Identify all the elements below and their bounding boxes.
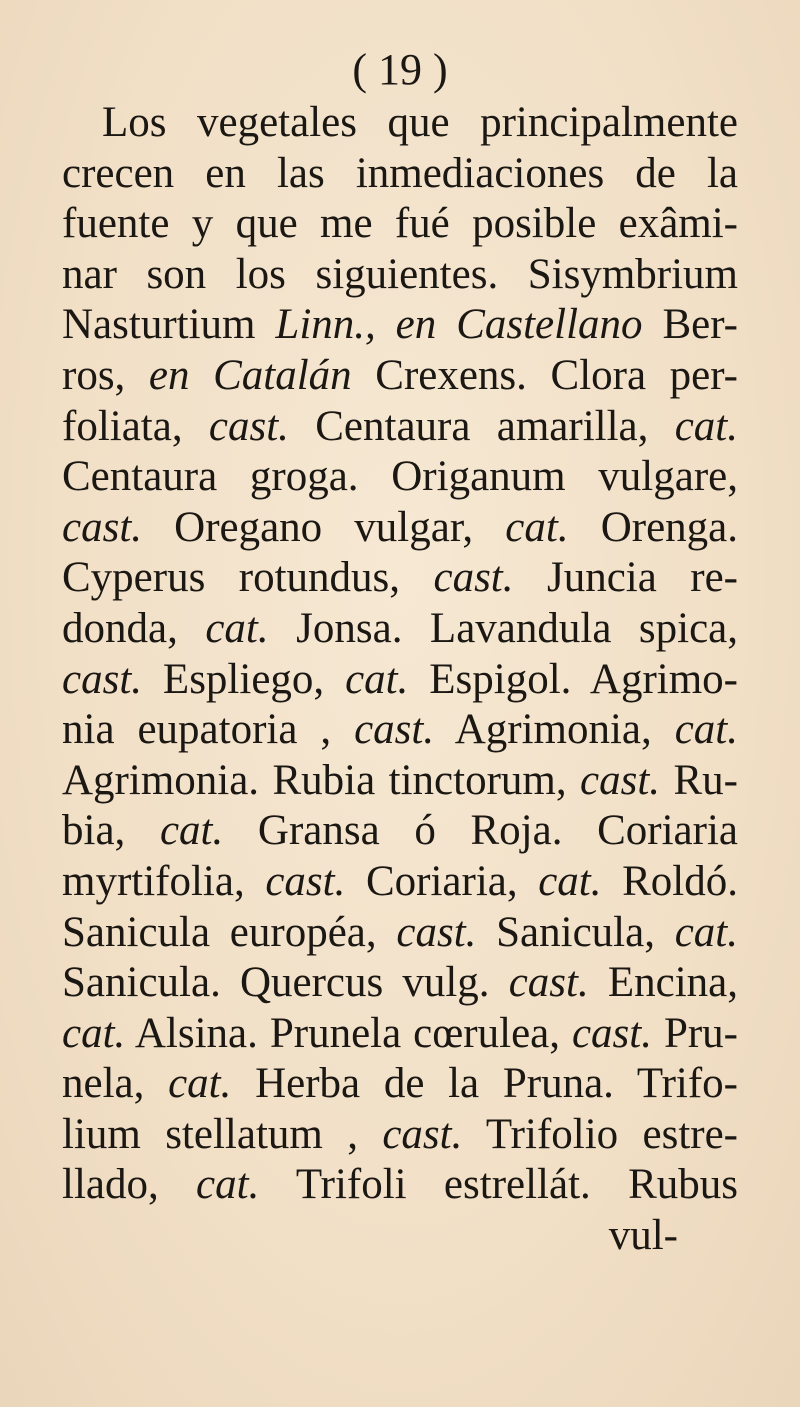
text-segment: Cyperus rotundus, bbox=[62, 554, 434, 602]
italic-text: cat. bbox=[674, 402, 738, 450]
italic-text: cat. bbox=[538, 857, 602, 905]
text-line bbox=[62, 452, 738, 503]
text-line bbox=[62, 553, 738, 604]
italic-text: cast. bbox=[62, 655, 143, 703]
text-line bbox=[62, 402, 738, 453]
italic-text: cat. bbox=[505, 503, 569, 551]
text-segment: Espigol. Agrimo- bbox=[408, 655, 739, 703]
text-segment: Trifolio estre- bbox=[462, 1110, 739, 1158]
text-segment: Juncia re- bbox=[513, 554, 738, 602]
text-segment: Trifoli estrellát. Rubus bbox=[259, 1161, 738, 1209]
italic-text: cast. bbox=[433, 554, 514, 602]
text-line bbox=[62, 604, 738, 655]
text-segment: crecen en las inmediaciones de la bbox=[62, 149, 738, 197]
text-line bbox=[62, 806, 738, 857]
text-line bbox=[62, 1211, 738, 1262]
italic-text: cat. bbox=[674, 908, 738, 956]
italic-text: cast. bbox=[508, 959, 589, 1007]
text-segment: donda, bbox=[62, 604, 206, 652]
text-line bbox=[62, 250, 738, 301]
italic-text: cat. bbox=[168, 1060, 232, 1108]
italic-text: cast. bbox=[396, 908, 477, 956]
text-segment: Centaura amarilla, bbox=[288, 402, 675, 450]
text-segment: Herba de la Pruna. Trifo- bbox=[231, 1060, 738, 1108]
text-line bbox=[62, 1059, 738, 1110]
text-segment: Encina, bbox=[588, 959, 738, 1007]
text-segment: Orenga. bbox=[568, 503, 738, 551]
italic-text: en Catalán bbox=[148, 351, 352, 399]
text-segment: Sanicula, bbox=[476, 908, 675, 956]
text-line bbox=[62, 1009, 738, 1060]
text-line bbox=[62, 351, 738, 402]
italic-text: cast. bbox=[382, 1110, 463, 1158]
text-segment: Oregano vulgar, bbox=[142, 503, 506, 551]
italic-text: cast. bbox=[62, 503, 143, 551]
text-line bbox=[62, 958, 738, 1009]
text-segment: Sanicula. Quercus vulg. bbox=[62, 959, 509, 1007]
text-segment: Ru- bbox=[660, 756, 739, 804]
text-line bbox=[62, 503, 738, 554]
text-segment: Coriaria, bbox=[345, 857, 539, 905]
text-segment: fuente y que me fué posible exâmi- bbox=[62, 200, 738, 248]
text-segment: nia eupatoria , bbox=[62, 706, 355, 754]
text-line bbox=[62, 98, 738, 149]
text-line bbox=[62, 1160, 738, 1211]
text-segment: Agrimonia, bbox=[434, 706, 675, 754]
italic-text: cat. bbox=[674, 706, 738, 754]
text-segment: Nasturtium bbox=[62, 301, 276, 349]
text-segment: Jonsa. Lavandula spica, bbox=[268, 604, 739, 652]
text-segment: foliata, bbox=[62, 402, 209, 450]
italic-text: cat. bbox=[345, 655, 409, 703]
text-segment: Gransa ó Roja. Coriaria bbox=[223, 807, 738, 855]
text-line bbox=[62, 149, 738, 200]
text-line bbox=[62, 705, 738, 756]
page-number: ( 19 ) bbox=[352, 45, 448, 94]
text-segment: nela, bbox=[62, 1060, 169, 1108]
italic-text: cast. bbox=[571, 1009, 652, 1057]
text-segment: bia, bbox=[62, 807, 160, 855]
text-line bbox=[62, 857, 738, 908]
italic-text: cast. bbox=[208, 402, 289, 450]
text-segment: myrtifolia, bbox=[62, 857, 266, 905]
text-line bbox=[62, 908, 738, 959]
italic-text: cast. bbox=[580, 756, 661, 804]
text-segment: Crexens. Clora per- bbox=[351, 351, 738, 399]
italic-text: cast. bbox=[354, 706, 435, 754]
italic-text: cast. bbox=[265, 857, 346, 905]
text-segment: Alsina. Prunela cœrulea, bbox=[125, 1009, 572, 1057]
text-line bbox=[62, 1110, 738, 1161]
text-line bbox=[62, 756, 738, 807]
text-segment: Agrimonia. Rubia tinctorum, bbox=[62, 756, 581, 804]
text-line bbox=[62, 300, 738, 351]
italic-text: cat. bbox=[196, 1161, 260, 1209]
text-segment: Ber- bbox=[642, 301, 738, 349]
text-segment: Pru- bbox=[651, 1009, 738, 1057]
italic-text: cat. bbox=[205, 604, 269, 652]
text-segment: ros, bbox=[62, 351, 149, 399]
text-segment: Espliego, bbox=[142, 655, 346, 703]
text-segment: nar son los siguientes. Sisymbrium bbox=[62, 250, 738, 298]
italic-text: Linn., en Castellano bbox=[275, 301, 643, 349]
body-text bbox=[62, 98, 738, 1262]
text-segment: llado, bbox=[62, 1161, 197, 1209]
text-line bbox=[62, 199, 738, 250]
text-segment: Los vegetales que principalmente bbox=[102, 99, 738, 146]
text-segment: Roldó. bbox=[601, 857, 738, 905]
italic-text: cat. bbox=[159, 807, 224, 855]
text-line bbox=[62, 655, 738, 706]
italic-text: cat. bbox=[62, 1009, 126, 1057]
text-segment: Sanicula européa, bbox=[62, 908, 397, 956]
text-segment: lium stellatum , bbox=[62, 1110, 383, 1158]
text-segment: Centaura groga. Origanum vulgare, bbox=[62, 453, 738, 501]
text-segment: vul- bbox=[608, 1212, 678, 1260]
